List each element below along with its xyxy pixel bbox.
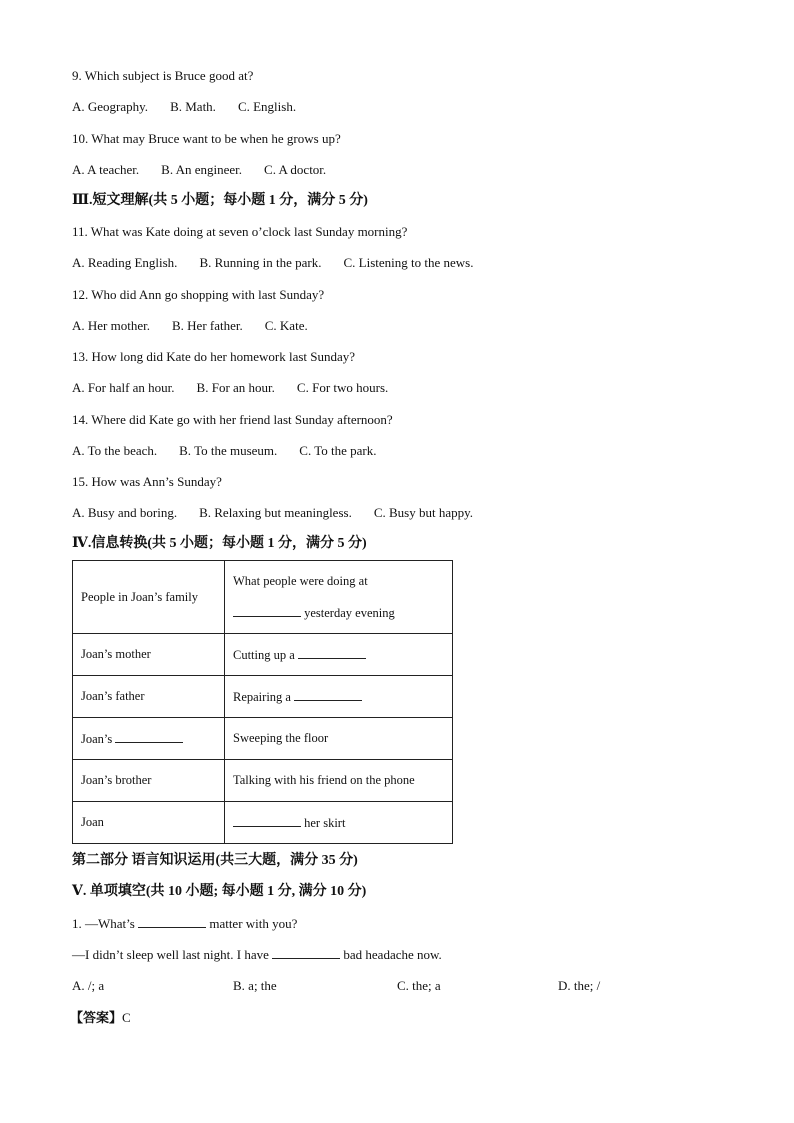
q1-text-d: bad headache now.: [343, 947, 442, 962]
q1-blank-2[interactable]: [272, 946, 340, 959]
question-15-options: [72, 505, 495, 521]
mc-question-1-line-1: [72, 915, 297, 932]
option-d: D. the; /: [558, 978, 601, 993]
answer-value: C: [122, 1010, 131, 1025]
option-a: A. Reading English.: [72, 255, 178, 270]
row-left: Joan’s father: [73, 676, 225, 718]
blank-4[interactable]: [115, 730, 183, 743]
row-right: [225, 802, 453, 844]
question-10: 10. What may Bruce want to be when he grows up?: [72, 131, 341, 146]
option-b: B. a; the: [233, 978, 277, 993]
option-b: B. Relaxing but meaningless.: [199, 505, 352, 520]
table-row: [73, 676, 453, 718]
q1-text-b: matter with you?: [209, 916, 298, 931]
table-header-left: People in Joan’s family: [73, 561, 225, 634]
option-b: B. Running in the park.: [199, 255, 322, 270]
option-c: C. A doctor.: [264, 162, 327, 177]
question-14: 14. Where did Kate go with her friend last Sunday afternoon?: [72, 412, 393, 427]
question-12-options: [72, 318, 330, 334]
blank-1[interactable]: [233, 604, 301, 617]
header-right-line-2: [233, 604, 444, 622]
header-right-line-1: What people were doing at: [233, 574, 368, 588]
question-15: 15. How was Ann’s Sunday?: [72, 474, 222, 489]
option-a: A. Geography.: [72, 99, 149, 114]
option-c: C. English.: [237, 99, 297, 114]
row-right: [225, 676, 453, 718]
header-right-text-2: yesterday evening: [304, 606, 395, 620]
row-right-text: her skirt: [304, 816, 346, 830]
option-c: C. Listening to the news.: [343, 255, 474, 270]
section-4-heading: Ⅳ.信息转换(共 5 小题；每小题 1 分，满分 5 分): [72, 536, 367, 551]
question-13-options: [72, 380, 410, 396]
row-left: [73, 718, 225, 760]
option-a: A. Busy and boring.: [72, 505, 178, 520]
option-c: C. Kate.: [264, 318, 308, 333]
mc-question-1-line-2: [72, 946, 442, 963]
info-transfer-table: [72, 560, 453, 844]
row-left: Joan: [73, 802, 225, 844]
option-a: A. A teacher.: [72, 162, 140, 177]
q1-text-a: 1. —What’s: [72, 916, 135, 931]
option-a: A. For half an hour.: [72, 380, 175, 395]
table-row: [73, 760, 453, 802]
question-13: 13. How long did Kate do her homework last Sunday?: [72, 349, 356, 364]
table-row: [73, 718, 453, 760]
question-14-options: [72, 443, 399, 459]
option-c: C. To the park.: [299, 443, 377, 458]
row-left: Joan’s mother: [73, 634, 225, 676]
row-right-text: Cutting up a: [233, 648, 295, 662]
option-b: B. Her father.: [171, 318, 243, 333]
option-a: A. To the beach.: [72, 443, 158, 458]
option-a: A. Her mother.: [72, 318, 150, 333]
table-header-row: [73, 561, 453, 634]
row-left: Joan’s brother: [73, 760, 225, 802]
answer-tag: 【答案】: [70, 1010, 123, 1025]
option-c: C. the; a: [397, 978, 441, 993]
option-b: B. For an hour.: [196, 380, 275, 395]
section-5-heading: Ⅴ. 单项填空(共 10 小题; 每小题 1 分, 满分 10 分): [72, 884, 367, 899]
option-b: B. To the museum.: [179, 443, 278, 458]
option-c: C. For two hours.: [296, 380, 389, 395]
option-a: A. /; a: [72, 978, 105, 993]
q1-text-c: —I didn’t sleep well last night. I have: [72, 947, 269, 962]
blank-3[interactable]: [294, 688, 362, 701]
question-11: 11. What was Kate doing at seven o’clock last Sunday morning?: [72, 224, 408, 239]
question-12: 12. Who did Ann go shopping with last Sunday?: [72, 287, 325, 302]
question-10-options: [72, 162, 348, 178]
blank-5[interactable]: [233, 814, 301, 827]
table-row: [73, 802, 453, 844]
row-right: Sweeping the floor: [225, 718, 453, 760]
q1-blank-1[interactable]: [138, 915, 206, 928]
row-right-text: Repairing a: [233, 690, 291, 704]
answer-line: [70, 1010, 131, 1026]
option-b: B. Math.: [170, 99, 216, 114]
table-header-right: [225, 561, 453, 634]
row-right: Talking with his friend on the phone: [225, 760, 453, 802]
option-c: C. Busy but happy.: [373, 505, 474, 520]
part-2-heading: 第二部分 语言知识运用(共三大题，满分 35 分): [72, 853, 358, 868]
question-9-options: [72, 99, 318, 115]
row-right: [225, 634, 453, 676]
section-3-heading: Ⅲ.短文理解(共 5 小题；每小题 1 分，满分 5 分): [72, 193, 368, 208]
question-11-options: [72, 255, 495, 271]
blank-2[interactable]: [298, 646, 366, 659]
question-9: 9. Which subject is Bruce good at?: [72, 68, 254, 83]
row-left-text: Joan’s: [81, 732, 113, 746]
option-b: B. An engineer.: [161, 162, 243, 177]
table-row: [73, 634, 453, 676]
